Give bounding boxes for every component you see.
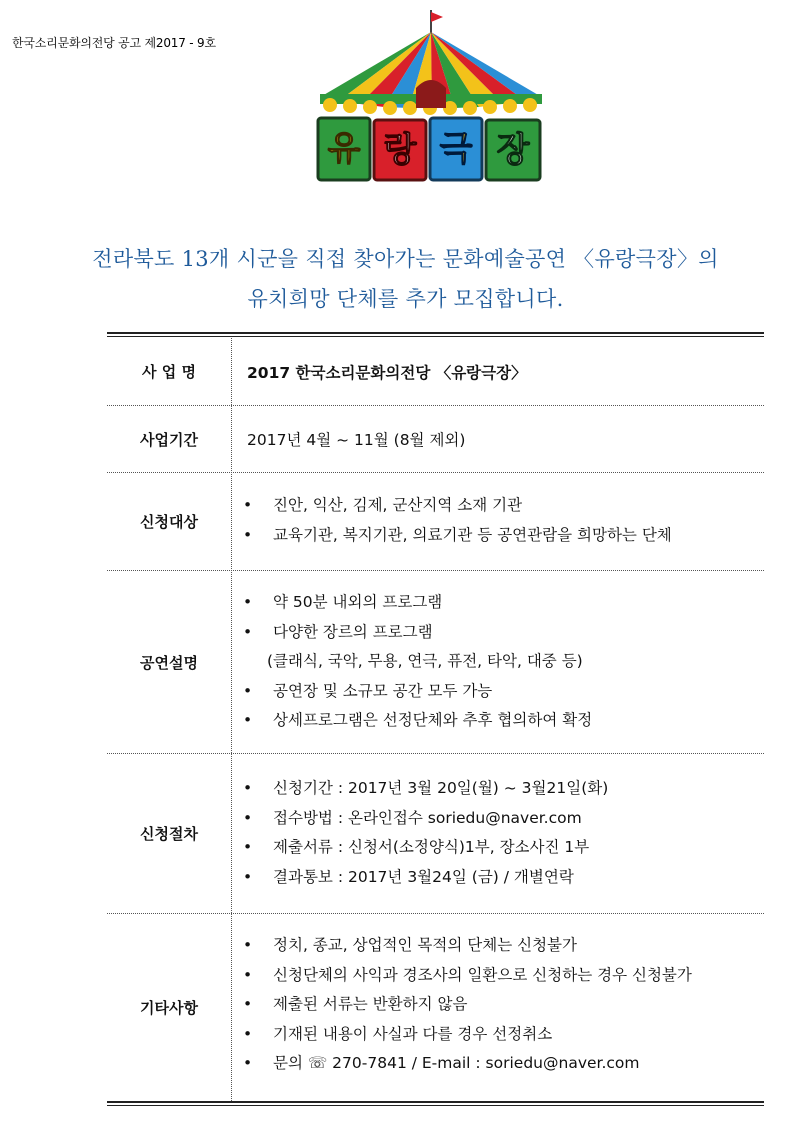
row-label: 사업기간 — [140, 430, 198, 449]
list-item: • 신청기간 : 2017년 3월 20일(월) ~ 3월21일(화) — [243, 779, 609, 797]
logo-letter-3: 극 — [439, 129, 473, 169]
table-top-rule — [107, 332, 764, 337]
list-item: • 다양한 장르의 프로그램 — [243, 622, 433, 641]
table-bottom-rule — [107, 1101, 764, 1106]
list-item: • 상세프로그램은 선정단체와 추후 협의하여 확정 — [243, 711, 593, 729]
list-item: • 공연장 및 소규모 공간 모두 가능 — [243, 681, 493, 700]
row-label: 기타사항 — [140, 999, 198, 1017]
row-value: 2017년 4월 ~ 11월 (8월 제외) — [247, 431, 466, 449]
row-label: 사 업 명 — [142, 363, 196, 381]
table-row-period — [107, 406, 764, 473]
info-table — [107, 332, 764, 1107]
headline-line-2: 유치희망 단체를 추가 모집합니다. — [247, 287, 564, 311]
row-label: 공연설명 — [140, 653, 198, 672]
list-item: • 제출서류 : 신청서(소정양식)1부, 장소사진 1부 — [243, 838, 590, 856]
procedure-list — [243, 774, 764, 892]
headline-line-1: 전라북도 13개 시군을 직접 찾아가는 문화예술공연 〈유랑극장〉의 — [92, 247, 719, 271]
list-item: • 문의 ☏ 270-7841 / E-mail : soriedu@naver.com — [243, 1054, 640, 1072]
table-row-target — [107, 473, 764, 571]
row-label: 신청대상 — [140, 513, 198, 531]
list-subitem: (클래식, 국악, 무용, 연극, 퓨전, 타악, 대중 등) — [267, 652, 583, 670]
table-row-project — [107, 338, 764, 406]
logo-letter-4: 장 — [496, 130, 530, 170]
list-item: • 교육기관, 복지기관, 의료기관 등 공연관람을 희망하는 단체 — [243, 525, 672, 544]
etc-list — [243, 931, 764, 1079]
list-item: • 기재된 내용이 사실과 다를 경우 선정취소 — [243, 1024, 553, 1043]
logo-letter-1: 유 — [327, 129, 361, 169]
table-row-procedure — [107, 754, 764, 914]
list-item: • 진안, 익산, 김제, 군산지역 소재 기관 — [243, 496, 523, 514]
table-row-etc — [107, 914, 764, 1101]
row-label: 신청절차 — [140, 825, 198, 843]
notice-number: 한국소리문화의전당 공고 제2017 - 9호 — [12, 36, 216, 50]
list-item: • 정치, 종교, 상업적인 목적의 단체는 신청불가 — [243, 936, 578, 954]
performance-list — [243, 588, 764, 736]
list-item: • 결과통보 : 2017년 3월24일 (금) / 개별연락 — [243, 867, 574, 886]
list-item: • 접수방법 : 온라인접수 soriedu@naver.com — [243, 808, 582, 827]
list-item: • 신청단체의 사익과 경조사의 일환으로 신청하는 경우 신청불가 — [243, 965, 692, 984]
list-item: • 제출된 서류는 반환하지 않음 — [243, 995, 468, 1013]
table-row-performance — [107, 571, 764, 754]
target-list — [243, 491, 764, 550]
row-value: 2017 한국소리문화의전당 〈유랑극장〉 — [247, 363, 527, 382]
logo-letter-2: 랑 — [383, 130, 417, 170]
list-item: • 약 50분 내외의 프로그램 — [243, 593, 443, 611]
circus-tent-icon — [312, 8, 544, 186]
